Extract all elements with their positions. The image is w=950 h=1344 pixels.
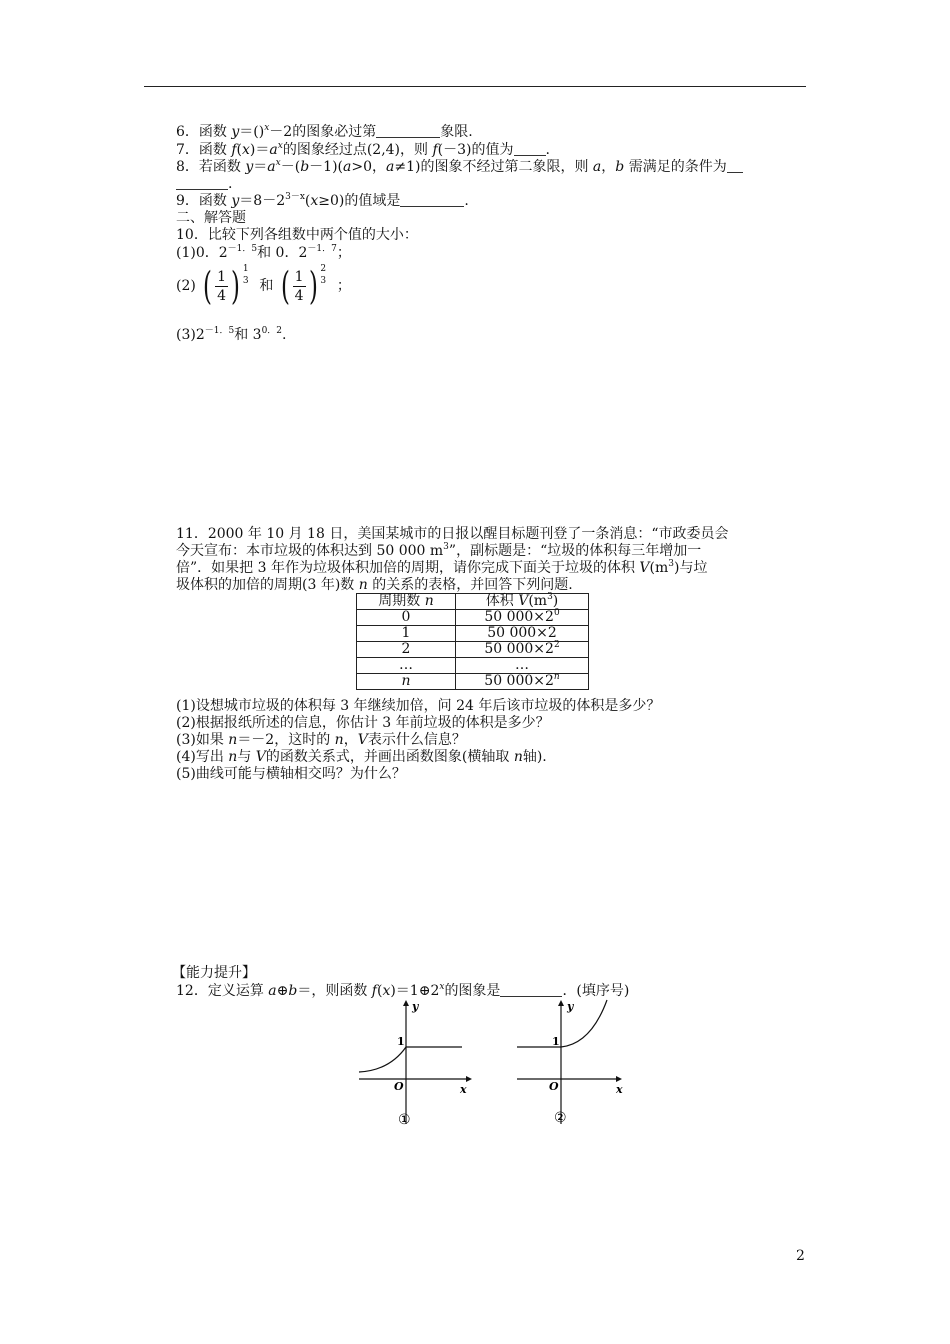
question-10-part-2: (2) ( $\frac{1}{4}$ ) 1 3 和 ( $\frac{1}{4}$ ) 2 3 ； <box>176 264 351 308</box>
answer-blank[interactable] <box>400 194 464 207</box>
table-cell: 50 $000\times 2^0$ <box>456 610 589 626</box>
answer-blank[interactable] <box>376 125 440 138</box>
question-11-line-3: 倍”．如果把 3 年作为垃圾体积加倍的周期，请你完成下面关于垃圾的体积 $V(m^3)$与垃 <box>176 559 708 576</box>
question-10-part-1: (1)0．$2^{-1.5}$和 0．$2^{-1.7}$； <box>176 244 351 261</box>
exponential-curve <box>359 1047 406 1072</box>
question-11-line-4: 圾体积的加倍的周期(3 年)数 n 的关系的表格，并回答下列问题. <box>176 577 573 593</box>
question-11-sub-1: (1)设想城市垃圾的体积每 3 年继续加倍，问 24 年后该市垃圾的体积是多少？ <box>176 698 661 714</box>
table-cell: 50 $000\times 2^n$ <box>456 674 589 690</box>
page-number: 2 <box>796 1248 805 1264</box>
table-cell: 2 <box>357 642 456 658</box>
tick-label-one: 1 <box>397 1035 405 1048</box>
column-header-period: 周期数 n <box>357 594 456 610</box>
x-label: x <box>616 1083 623 1096</box>
table-cell: … <box>456 658 589 674</box>
question-10-title: 10．比较下列各组数中两个值的大小： <box>176 227 418 243</box>
x-axis-arrow-icon <box>616 1076 622 1082</box>
question-10-part-3: $(3)2^{-1.5}$和 $3^{0.2}$. <box>176 326 287 343</box>
table-row <box>357 674 589 690</box>
x-axis-arrow-icon <box>466 1076 472 1082</box>
table-cell: 1 <box>357 626 456 642</box>
tick-label-one: 1 <box>552 1035 560 1048</box>
answer-blank[interactable] <box>727 160 743 173</box>
question-8-cont: . <box>176 176 232 192</box>
question-7: 7．函数 $f(x)=a^x$的图象经过点(2,4)，则 f(－3)的值为 . <box>176 141 550 158</box>
question-11-line-2: 今天宣布：本市垃圾的体积达到 50 000 $m^3$”，副标题是：“垃圾的体积每三年增加一 <box>176 542 702 559</box>
question-6: 6．函数 y＝()$^x$－2的图象必过第 象限. <box>176 123 473 140</box>
table-row <box>357 642 589 658</box>
y-label: y <box>412 1000 419 1013</box>
question-9: 9．函数 $y=8-2^{3-x}(x\ge 0)$的值域是 . <box>176 192 469 209</box>
origin-label: O <box>549 1080 559 1093</box>
x-label: x <box>460 1083 467 1096</box>
section-heading: 二、解答题 <box>176 210 246 226</box>
question-11-sub-5: (5)曲线可能与横轴相交吗？为什么？ <box>176 766 406 782</box>
y-label: y <box>567 1000 574 1013</box>
table-cell: … <box>357 658 456 674</box>
graph-option-1 <box>354 998 474 1128</box>
question-11-sub-4: (4)写出 n与 V的函数关系式，并画出函数图象(横轴取 n轴). <box>176 749 547 765</box>
table-cell: 50 $000\times 2^2$ <box>456 642 589 658</box>
origin-label: O <box>394 1080 404 1093</box>
header-rule <box>144 86 806 87</box>
table-cell: 50 000×2 <box>456 626 589 642</box>
table-cell: n <box>357 674 456 690</box>
answer-blank[interactable] <box>176 177 228 190</box>
question-11-sub-3: (3)如果 n＝－2，这时的 n，V表示什么信息？ <box>176 732 466 748</box>
option-label: ① <box>398 1112 411 1128</box>
answer-blank[interactable] <box>514 143 546 156</box>
question-12: 12．定义运算 a⊕b＝，则函数 $f(x)=1\oplus 2^x$的图象是 ．(填序号) <box>176 982 630 999</box>
column-header-volume: 体积 $V(m^3)$ <box>456 594 589 610</box>
table-cell: 0 <box>357 610 456 626</box>
section-heading-ability: 【能力提升】 <box>172 965 256 981</box>
question-11-line-1: 11．2000 年 10 月 18 日，美国某城市的日报以醒目标题刊登了一条消息：“市政委员会 <box>176 526 729 542</box>
y-axis-arrow-icon <box>403 1000 409 1006</box>
volume-table <box>356 593 589 690</box>
option-label: ② <box>554 1110 567 1126</box>
question-11-sub-2: (2)根据报纸所述的信息，你估计 3 年前垃圾的体积是多少？ <box>176 715 550 731</box>
graph-option-2 <box>512 996 632 1126</box>
y-axis-arrow-icon <box>558 1000 564 1006</box>
question-8: 8．若函数 $y=a^x-(b-1)(a>0$，a≠1)的图象不经过第二象限，则 a，b 需满足的条件为 <box>176 159 743 175</box>
table-row <box>357 610 589 626</box>
